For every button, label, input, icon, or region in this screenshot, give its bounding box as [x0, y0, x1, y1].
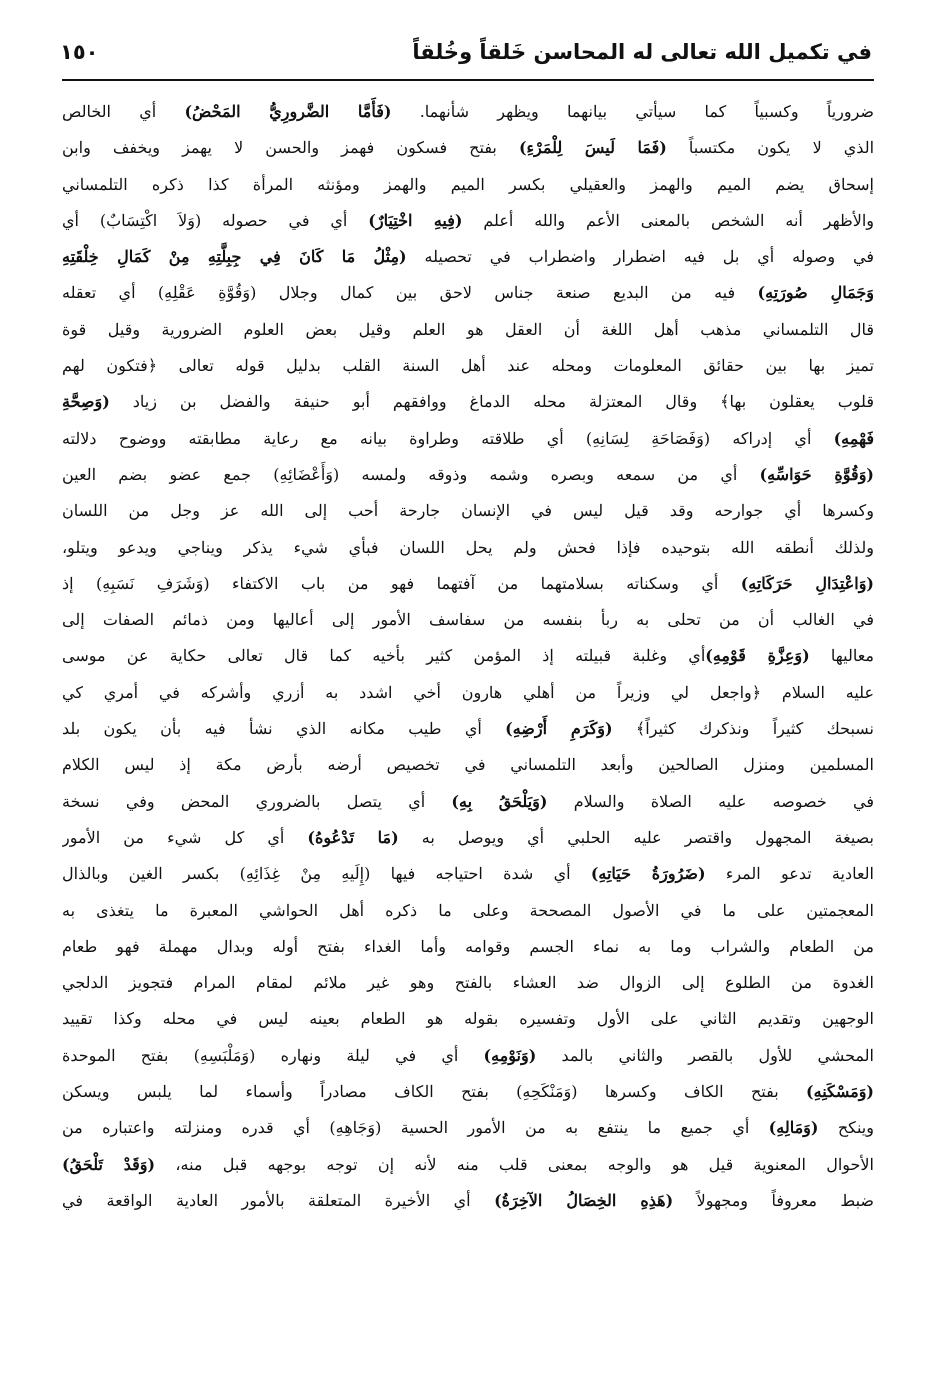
bold-quoted-phrase: (فِيهِ اخْتِيَارٌ): [368, 210, 463, 230]
line-text: بصيغة المجهول واقتصر عليه الحلبي أي ويوصل به: [398, 827, 874, 847]
line-text: الوجهين وتقديم الثاني على الأول وتفسيره بقوله هو الطعام بعينه ليس في محله وكذا تقييد: [62, 1009, 874, 1029]
line-text: في وصوله أي بل فيه اضطرار واضطراب في تحصيله: [406, 247, 874, 267]
line-text: العادية تدعو المرء: [705, 864, 874, 884]
bold-quoted-phrase: (فَمَا لَيسَ لِلْمَرْءِ): [518, 138, 667, 158]
line-text: أي وغلبة قبيلته إذ المؤمن كثير بأخيه كما قال تعالى حكاية عن موسى: [62, 646, 706, 666]
bold-quoted-phrase: (هَذِهِ الخِصَالُ الآخِرَةُ): [494, 1190, 674, 1210]
text-line: [62, 856, 874, 892]
page-number: ١٥٠: [60, 40, 99, 64]
text-line: [62, 530, 874, 566]
bold-quoted-phrase: (وَصِحَّةِ: [62, 392, 110, 412]
bold-quoted-phrase: (وَمَالِهِ): [768, 1118, 819, 1138]
text-line: [62, 602, 874, 638]
body-text: [62, 94, 874, 1219]
line-text: المحشي للأول بالقصر والثاني بالمد: [536, 1045, 874, 1065]
bold-quoted-phrase: (وَعِزَّةِ قَوْمِهِ): [705, 646, 810, 666]
text-line: [62, 493, 874, 529]
text-line: [62, 203, 874, 239]
line-text: في الغالب أن من تحلى به ربأ بنفسه من سفاسف الأمور إلى أعاليها ومن ذمائم الصفات إلى: [62, 610, 874, 630]
line-text: قال التلمساني مذهب أهل اللغة أن العقل هو العلم وقيل بعض العلوم الضرورية وقيل قوة: [62, 319, 874, 339]
page-header: [60, 30, 872, 74]
line-text: وينكح: [818, 1118, 874, 1138]
text-line: [62, 929, 874, 965]
text-line: [62, 784, 874, 820]
line-text: إسحاق يضم الميم والهمز والعقيلي بكسر الميم والهمز ومؤنثه المرأة كذا ذكره التلمساني: [62, 174, 874, 194]
line-text: أي الأخيرة المتعلقة بالأمور العادية الواقعة في: [62, 1190, 495, 1210]
line-text: الغدوة من الطلوع إلى الزوال ضد العشاء بالفتح وهو غير ملائم لمقام المرام فتجويز الدلجي: [62, 973, 874, 993]
line-text: المعجمتين على ما في الأصول المصححة وعلى ما ذكره أهل الحواشي المعبرة ما يتغذى به: [62, 900, 874, 920]
line-text: فيه من البديع صنعة جناس لاحق بين كمال وجلال (وَقُوَّةِ عَقْلِهِ) أي تعقله: [62, 283, 758, 303]
text-line: [62, 457, 874, 493]
text-line: [62, 167, 874, 203]
line-text: وكسرها أي جوارحه وقد قيل ليس في الإنسان جارحة أحب إلى الله عز وجل من اللسان: [62, 501, 874, 521]
line-text: المسلمين ومنزل الصالحين وأبعد التلمساني في تخصيص أرضه بأرض مكة إذ ليس الكلام: [62, 755, 874, 775]
text-line: [62, 130, 874, 166]
text-line: [62, 893, 874, 929]
line-text: أي يتصل بالضروري المحض وفي نسخة: [62, 791, 452, 811]
text-line: [62, 566, 874, 602]
line-text: أي طيب مكانه الذي نشأ فيه بأن يكون بلد: [62, 719, 506, 739]
header-rule: [62, 79, 874, 81]
line-text: بفتح الكاف وكسرها (وَمَنْكَحِهِ) بفتح الكاف مصادراً وأسماء لما يلبس ويسكن: [62, 1082, 807, 1102]
line-text: أي في ليلة ونهاره (وَمَلْبَسِهِ) بفتح الموحدة: [62, 1045, 484, 1065]
text-line: [62, 965, 874, 1001]
bold-quoted-phrase: (وَكَرَمِ أَرْضِهِ): [505, 719, 613, 739]
bold-quoted-phrase: (مَا تَدْعُوهُ): [307, 827, 399, 847]
text-line: [62, 384, 874, 420]
line-text: ولذلك أنطقه الله بتوحيده فإذا فحش ولم يحل اللسان فبأي شيء يذكر ويناجي ويدعو ويتلو،: [62, 537, 874, 557]
bold-quoted-phrase: (وَمَسْكَنِهِ): [806, 1082, 874, 1102]
line-text: ضرورياً وكسبياً كما سيأتي بيانهما ويظهر شأنهما.: [391, 102, 874, 121]
line-text: الأحوال المعنوية قيل هو والوجه بمعنى قلب منه لأنه إن توجه بوجهه قبل منه،: [155, 1154, 874, 1174]
line-text: أي في حصوله (وَلاَ اكْتِسَابٌ) أي: [62, 210, 369, 230]
text-line: [62, 675, 874, 711]
text-line: [62, 711, 874, 747]
line-text: أي الخالص: [62, 102, 185, 121]
text-line: [62, 820, 874, 856]
text-line: [62, 348, 874, 384]
text-line: [62, 1147, 874, 1183]
bold-quoted-phrase: وَجَمَالِ صُورَتِهِ): [757, 283, 874, 303]
line-text: والأظهر أنه الشخص بالمعنى الأعم والله أعلم: [462, 210, 874, 230]
line-text: عليه السلام ﴿واجعل لي وزيراً من أهلي هارون أخي اشدد به أزري وأشركه في أمري كي: [62, 682, 874, 702]
text-line: [62, 239, 874, 275]
line-text: الذي لا يكون مكتسباً: [666, 138, 874, 158]
text-line: [62, 747, 874, 783]
line-text: ضبط معروفاً ومجهولاً: [673, 1190, 874, 1210]
text-line: [62, 1074, 874, 1110]
line-text: أي من سمعه وبصره وشمه وذوقه ولمسه (وَأَعْضَائِهِ) جمع عضو بضم العين: [62, 464, 760, 484]
bold-quoted-phrase: (وَنَوْمِهِ): [483, 1045, 537, 1065]
line-text: نسبحك كثيراً ونذكرك كثيراً﴾: [612, 719, 874, 739]
line-text: قلوب يعقلون بها﴾ وقال المعتزلة محله الدماغ ووافقهم أبو حنيفة والفضل بن زياد: [109, 392, 874, 412]
line-text: تميز بها بين حقائق المعلومات ومحله عند أهل السنة القلب بدليل قوله تعالى ﴿فتكون لهم: [62, 356, 874, 376]
text-line: [62, 275, 874, 311]
bold-quoted-phrase: فَهْمِهِ): [833, 428, 874, 448]
line-text: أي إدراكه (وَفَصَاحَةِ لِسَانِهِ) أي طلاقته وطراوة بيانه مع رعاية مطابقته ووضوح دلالته: [62, 428, 834, 448]
line-text: أي جميع ما ينتفع به من الأمور الحسية (وَجَاهِهِ) أي قدره ومنزلته واعتباره من: [62, 1118, 769, 1138]
text-line: [62, 1038, 874, 1074]
text-line: [62, 421, 874, 457]
text-line: [62, 1001, 874, 1037]
text-line: [62, 1183, 874, 1219]
bold-quoted-phrase: (وَاعْتِدَالِ حَرَكَاتِهِ): [740, 573, 874, 593]
bold-quoted-phrase: (ضَرُورَةُ حَيَاتِهِ): [590, 864, 706, 884]
text-line: [62, 1110, 874, 1146]
bold-quoted-phrase: (وَقَدْ تَلْحَقُ): [62, 1154, 156, 1174]
line-text: بفتح فسكون فهمز والحسن لا يهمز ويخفف وابن: [62, 138, 519, 158]
text-line: [62, 638, 874, 674]
bold-quoted-phrase: (مِثْلُ مَا كَانَ فِي جِبِلَّتِهِ مِنْ كَمَالِ خِلْقَتِهِ: [62, 247, 407, 267]
text-line: [62, 94, 874, 130]
bold-quoted-phrase: (فَأَمَّا الضَّرورِيُّ المَحْضُ): [184, 102, 392, 121]
line-text: معاليها: [809, 646, 874, 666]
line-text: في خصوصه عليه الصلاة والسلام: [547, 791, 874, 811]
text-line: [62, 312, 874, 348]
bold-quoted-phrase: (وَقُوَّةِ حَوَاسِّهِ): [759, 464, 874, 484]
line-text: أي كل شيء من الأمور: [62, 827, 308, 847]
running-title: في تكميل الله تعالى له المحاسن خَلقاً وخُلقاً: [412, 40, 872, 64]
line-text: أي وسكناته بسلامتهما من آفتهما فهو من باب الاكتفاء (وَشَرَفِ نَسَبِهِ) إذ: [62, 573, 741, 593]
bold-quoted-phrase: (وَيَلْحَقُ بِهِ): [451, 791, 548, 811]
line-text: أي شدة احتياجه فيها (إِلَيهِ مِنْ غِذَائِهِ) بكسر الغين وبالذال: [62, 864, 591, 884]
line-text: من الطعام والشراب وما به نماء الجسم وقوامه وأما الغداء بفتح أوله وبدال مهملة فهو طعام: [62, 936, 874, 956]
